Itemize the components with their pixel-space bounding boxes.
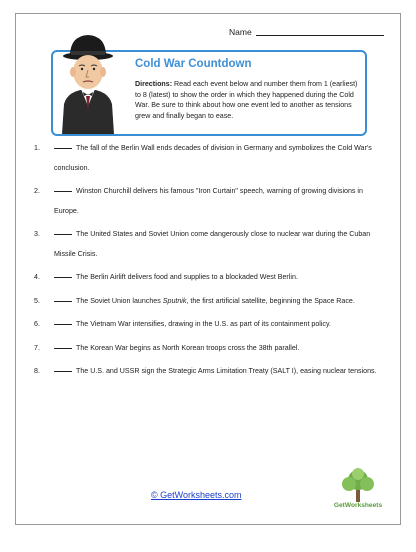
item-text-italic: Sputnik [162,296,187,305]
list-item [34,225,386,264]
list-item [34,139,386,178]
list-item [34,339,386,359]
directions-label: Directions: [135,80,173,88]
answer-blank[interactable] [54,371,72,372]
event-list [34,139,386,386]
item-number: 8. [34,367,40,375]
churchill-portrait-icon [56,32,120,134]
name-label: Name [229,27,252,37]
item-text: The fall of the Berlin Wall ends decades of division in Germany and symbolizes the Cold War's conclusion. [54,144,372,172]
item-text: The United States and Soviet Union come dangerously close to nuclear war during the Cuban Missile Crisis. [54,230,371,258]
list-item [34,182,386,221]
directions [135,79,361,121]
name-blank[interactable] [256,35,384,36]
answer-blank[interactable] [54,277,72,278]
answer-blank[interactable] [54,324,72,325]
list-item [34,315,386,335]
answer-blank[interactable] [54,148,72,149]
getworksheets-logo [318,466,398,520]
tree-icon [318,466,398,504]
logo-text: GetWorksheets [333,502,383,509]
item-text: The Vietnam War intensifies, drawing in the U.S. as part of its containment policy. [76,320,331,328]
item-text: The Korean War begins as North Korean troops cross the 38th parallel. [76,343,300,352]
answer-blank[interactable] [54,191,72,192]
item-text: The U.S. and USSR sign the Strategic Arms Limitation Treaty (SALT I), easing nuclear tensions. [76,367,377,375]
worksheet-page [15,13,401,525]
item-number: 7. [34,343,40,352]
item-text: Winston Churchill delivers his famous "Iron Curtain" speech, warning of growing divisions in Europe. [54,187,363,215]
answer-blank[interactable] [54,348,72,349]
getworksheets-link[interactable]: © GetWorksheets.com [151,490,242,500]
item-text-after: , the first artificial satellite, beginning the Space Race. [186,296,355,305]
item-number: 3. [34,230,40,238]
name-field[interactable] [229,27,384,37]
answer-blank[interactable] [54,301,72,302]
directions-text: Read each event below and number them from 1 (earliest) to 8 (latest) to show the order in which they happened during the Cold War. Be sure to think about how one event led to another as tensions grew and finally began to ease. [135,80,358,120]
item-text-before: The Soviet Union launches [76,296,163,305]
list-item [34,362,386,382]
worksheet-title: Cold War Countdown [135,58,252,70]
item-number: 1. [34,144,40,152]
item-number: 6. [34,320,40,328]
item-number: 2. [34,187,40,195]
answer-blank[interactable] [54,234,72,235]
list-item [34,292,386,312]
item-number: 4. [34,273,40,281]
list-item [34,268,386,288]
item-text: The Berlin Airlift delivers food and supplies to a blockaded West Berlin. [76,273,298,281]
item-number: 5. [34,296,40,305]
